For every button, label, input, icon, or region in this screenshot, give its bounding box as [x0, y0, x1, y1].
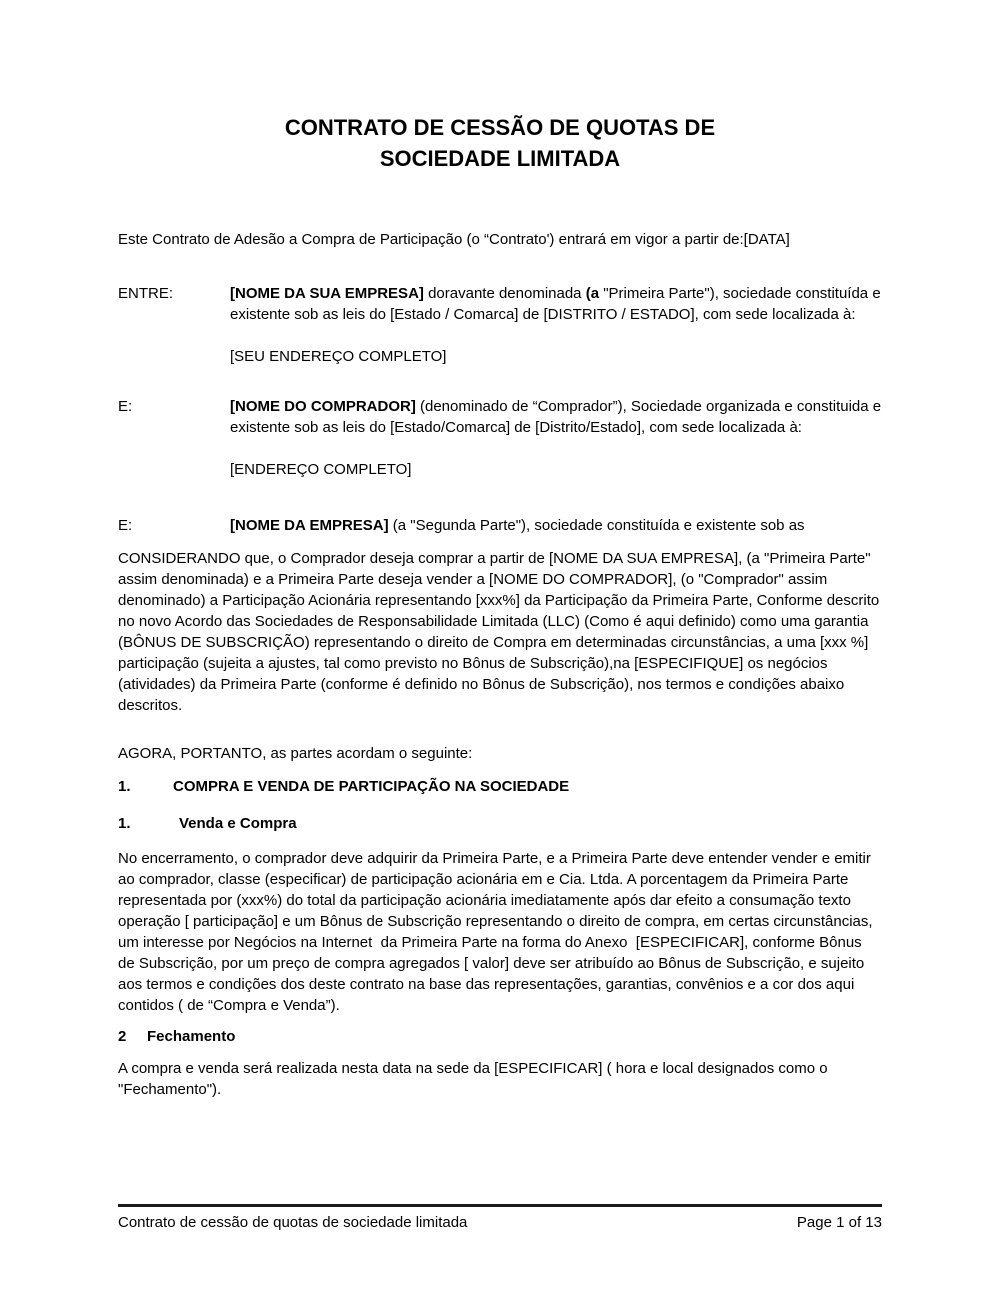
party-text-company: [230, 515, 882, 536]
section-heading-venda: [118, 813, 882, 834]
party-text-entre: [230, 283, 885, 325]
party-label-buyer: E:: [118, 398, 133, 415]
section-heading-1: [118, 776, 882, 797]
footer-document-name: Contrato de cessão de quotas de sociedade limitada: [118, 1214, 468, 1231]
section-title-venda: Venda e Compra: [179, 815, 297, 832]
party-label-entre: ENTRE:: [118, 285, 174, 302]
section-number-venda: 1.: [118, 815, 131, 832]
party-text-buyer: [230, 396, 886, 438]
party-rest-entre: "Primeira Parte"), sociedade constituída e existente sob as leis do [Estado / Comarca] de [DISTRITO / ESTADO], com sede localizada à:: [230, 285, 885, 323]
party-block-buyer: [118, 396, 886, 438]
address-seller: [SEU ENDEREÇO COMPLETO]: [230, 348, 447, 365]
party-bold-a: (a: [585, 285, 600, 302]
party-mid-entre: doravante denominada: [423, 285, 586, 302]
section-heading-fechamento: [118, 1026, 882, 1047]
party-rest-buyer: (denominado de “Comprador”), Sociedade organizada e constituida e existente sob as leis do [Estado/Comarca] de [Distrito/Estado], com sede localizada à:: [230, 398, 886, 436]
clause-sale-paragraph: No encerramento, o comprador deve adquirir da Primeira Parte, e a Primeira Parte deve entender vender e emitir ao comprador, classe (especificar) de participação acionária em e Cia. Ltda. A porcentagem da Primeira Parte representada por (xxx%) do total da participação acionária imediatamente após dar efeito a consumação texto operação [ participação] e um Bônus de Subscrição representando o direito de compra, em certas circunstâncias, um interesse por Negócios na Internet da Primeira Parte na forma do Anexo [ESPECIFICAR], conforme Bônus de Subscrição, por um preço de compra agregados [ valor] deve ser atribuído ao Bônus de Subscrição, e sujeito aos termos e condições dos deste contrato na base das representações, garantias, convênios e a cor dos aqui contidos ( de “Compra e Venda”).: [118, 850, 877, 1014]
clause-closing-paragraph: A compra e venda será realizada nesta data na sede da [ESPECIFICAR] ( hora e local designados como o "Fechamento").: [118, 1060, 832, 1098]
party-name-entre: [NOME DA SUA EMPRESA]: [230, 285, 424, 302]
now-therefore-paragraph: AGORA, PORTANTO, as partes acordam o seguinte:: [118, 745, 473, 762]
party-label-company: E:: [118, 517, 133, 534]
page-footer: [118, 1204, 882, 1233]
party-name-buyer: [NOME DO COMPRADOR]: [230, 398, 416, 415]
address-buyer: [ENDEREÇO COMPLETO]: [230, 461, 412, 478]
party-rest-company: (a "Segunda Parte"), sociedade constituída e existente sob as: [388, 517, 805, 534]
document-title-line1: CONTRATO DE CESSÃO DE QUOTAS DE: [284, 115, 716, 140]
section-number-1: 1.: [118, 778, 131, 795]
section-title-1: COMPRA E VENDA DE PARTICIPAÇÃO NA SOCIEDADE: [173, 778, 570, 795]
document-title-line2: SOCIEDADE LIMITADA: [379, 146, 621, 171]
section-number-fechamento: 2: [118, 1028, 127, 1045]
intro-paragraph: Este Contrato de Adesão a Compra de Participação (o “Contrato') entrará em vigor a partir de:[DATA]: [118, 231, 790, 248]
document-content: [0, 112, 1000, 1100]
recitals-paragraph: CONSIDERANDO que, o Comprador deseja comprar a partir de [NOME DA SUA EMPRESA], (a "Primeira Parte" assim denominada) e a Primeira Parte deseja vender a [NOME DO COMPRADOR], (o "Comprador" assim denominado) a Participação Acionária representando [xxx%] da Participação da Primeira Parte, Conforme descrito no novo Acordo das Sociedades de Responsabilidade Limitada (LLC) (Como é aqui definido) como uma garantia (BÔNUS DE SUBSCRIÇÃO) representando o direito de Compra em determinadas circunstâncias, a uma [xxx %] participação (sujeita a ajustes, tal como previsto no Bônus de Subscrição),na [ESPECIFIQUE] os negócios (atividades) da Primeira Parte (conforme é definido no Bônus de Subscrição), nos termos e condições abaixo descritos.: [118, 550, 884, 714]
party-block-entre: [118, 283, 885, 325]
party-block-company: [118, 515, 882, 536]
party-name-company: [NOME DA EMPRESA]: [230, 517, 389, 534]
section-title-fechamento: Fechamento: [147, 1028, 236, 1045]
footer-page-number: Page 1 of 13: [796, 1214, 882, 1231]
document-title: [118, 112, 882, 174]
